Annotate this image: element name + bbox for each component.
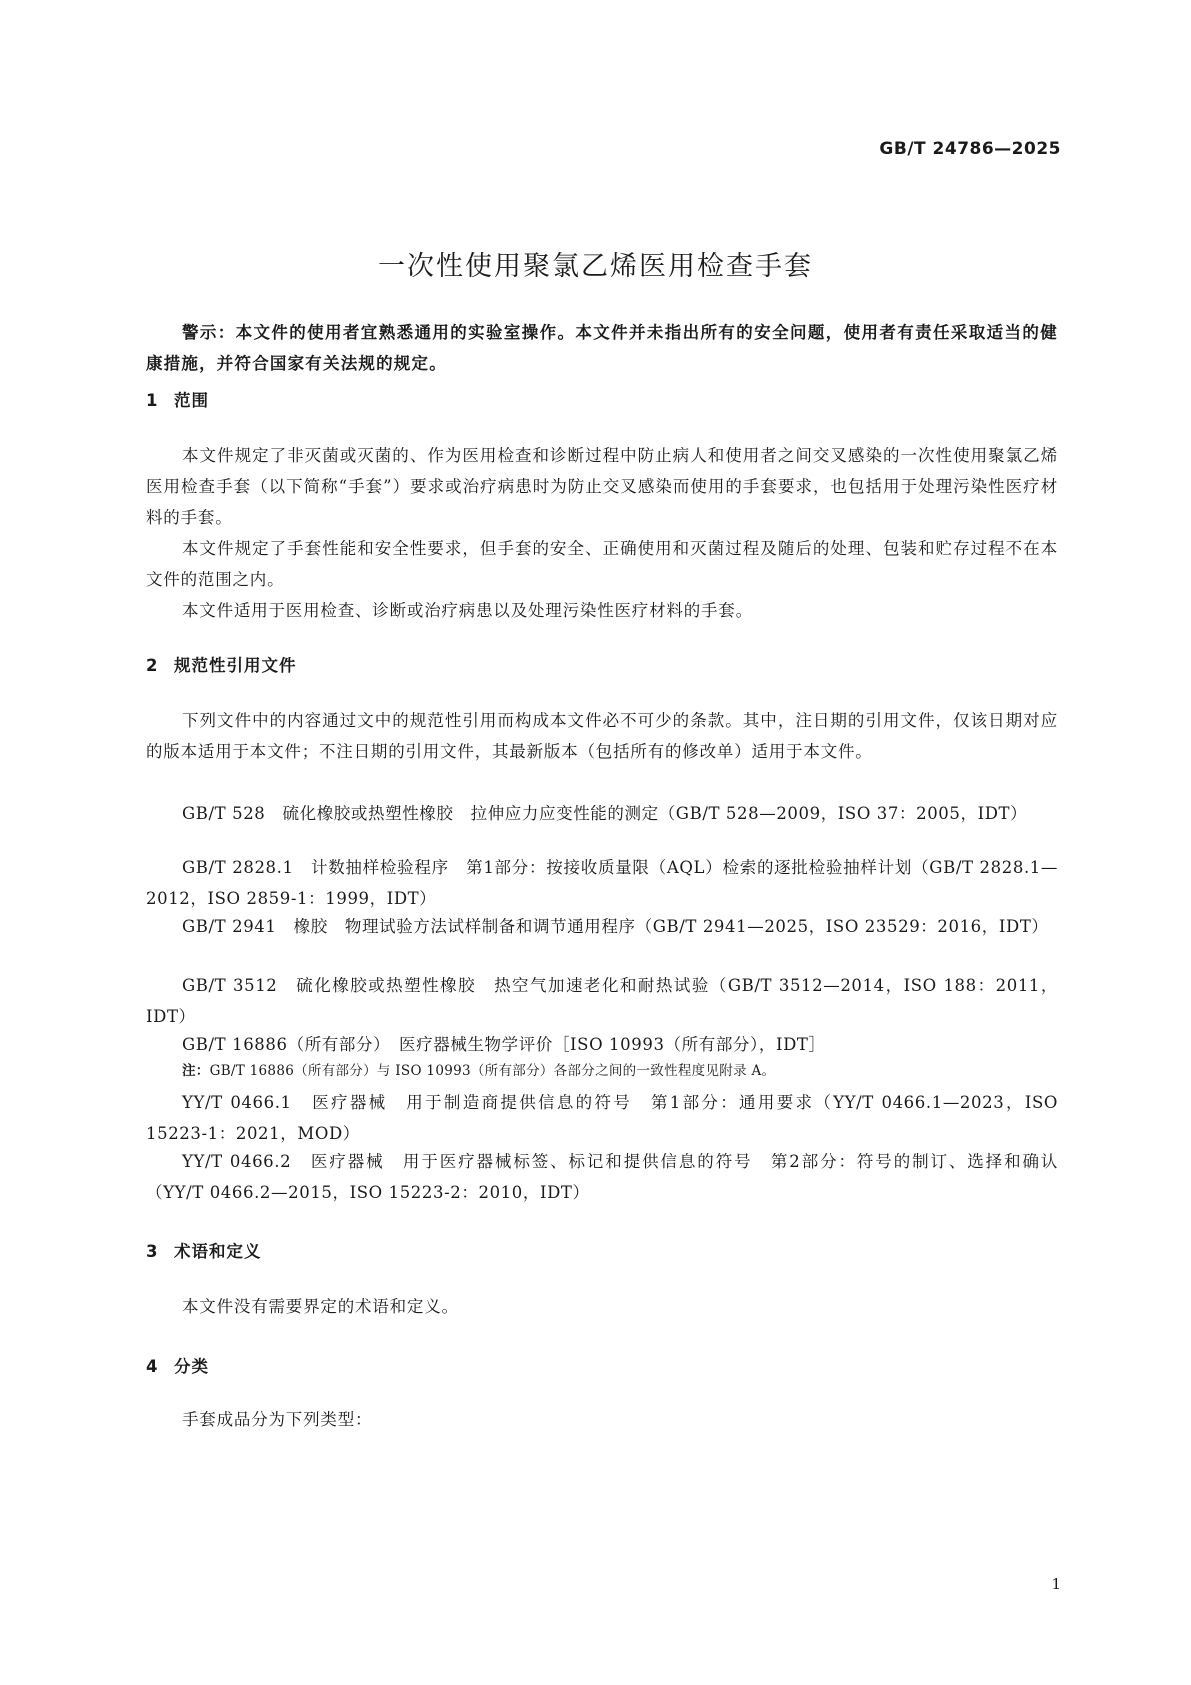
section-number: 4 — [146, 1357, 159, 1376]
reference-item: GB/T 16886（所有部分） 医疗器械生物学评价［ISO 10993（所有部分），IDT］ — [182, 1035, 826, 1054]
scope-paragraph-1: 本文件规定了非灭菌或灭菌的、作为医用检查和诊断过程中防止病人和使用者之间交叉感染的一次性使用聚氯乙烯医用检查手套（以下简称“手套”）要求或治疗病患时为防止交叉感染而使用的手套要求，也包括用于处理污染性医疗材料的手套。 — [146, 446, 1058, 527]
normative-intro: 下列文件中的内容通过文中的规范性引用而构成本文件必不可少的条款。其中，注日期的引用文件，仅该日期对应的版本适用于本文件；不注日期的引用文件，其最新版本（包括所有的修改单）适用于本文件。 — [146, 711, 1058, 761]
page-number: 1 — [1051, 1575, 1061, 1593]
scope-paragraph-2: 本文件规定了手套性能和安全性要求，但手套的安全、正确使用和灭菌过程及随后的处理、包装和贮存过程不在本文件的范围之内。 — [146, 539, 1058, 589]
section-3-heading — [146, 1238, 262, 1262]
reference-item: YY/T 0466.1 医疗器械 用于制造商提供信息的符号 第1部分：通用要求（YY/T 0466.1—2023，ISO 15223-1：2021，MOD） — [146, 1093, 1058, 1143]
section-title: 规范性引用文件 — [174, 656, 297, 675]
section-title: 分类 — [174, 1357, 209, 1376]
classification-paragraph: 手套成品分为下列类型： — [182, 1410, 373, 1429]
section-2-heading — [146, 652, 297, 676]
reference-note — [182, 1061, 1058, 1081]
section-4-heading — [146, 1353, 209, 1377]
standard-code: GB/T 24786—2025 — [879, 139, 1061, 159]
section-number: 3 — [146, 1242, 159, 1261]
section-number: 2 — [146, 656, 159, 675]
scope-paragraph-3: 本文件适用于医用检查、诊断或治疗病患以及处理污染性医疗材料的手套。 — [182, 601, 753, 620]
document-title: 一次性使用聚氯乙烯医用检查手套 — [378, 251, 813, 282]
reference-item: GB/T 2941 橡胶 物理试验方法试样制备和调节通用程序（GB/T 2941—2025，ISO 23529：2016，IDT） — [182, 917, 1049, 936]
warning-paragraph: 警示：本文件的使用者宜熟悉通用的实验室操作。本文件并未指出所有的安全问题，使用者有责任采取适当的健康措施，并符合国家有关法规的规定。 — [146, 323, 1058, 373]
section-title: 术语和定义 — [174, 1242, 262, 1261]
note-label: 注： — [182, 1063, 210, 1079]
reference-item: YY/T 0466.2 医疗器械 用于医疗器械标签、标记和提供信息的符号 第2部分：符号的制订、选择和确认（YY/T 0466.2—2015，ISO 15223-2：2010，IDT） — [146, 1152, 1058, 1202]
note-text: GB/T 16886（所有部分）与 ISO 10993（所有部分）各部分之间的一致性程度见附录 A。 — [209, 1063, 776, 1079]
reference-item: GB/T 528 硫化橡胶或热塑性橡胶 拉伸应力应变性能的测定（GB/T 528—2009，ISO 37：2005，IDT） — [182, 804, 1028, 823]
terms-paragraph: 本文件没有需要界定的术语和定义。 — [182, 1297, 459, 1316]
section-number: 1 — [146, 391, 159, 410]
section-title: 范围 — [174, 391, 209, 410]
reference-item: GB/T 3512 硫化橡胶或热塑性橡胶 热空气加速老化和耐热试验（GB/T 3512—2014，ISO 188：2011，IDT） — [146, 976, 1058, 1026]
reference-item: GB/T 2828.1 计数抽样检验程序 第1部分：按接收质量限（AQL）检索的逐批检验抽样计划（GB/T 2828.1—2012，ISO 2859-1：1999，IDT） — [146, 858, 1058, 908]
section-1-heading — [146, 387, 209, 411]
